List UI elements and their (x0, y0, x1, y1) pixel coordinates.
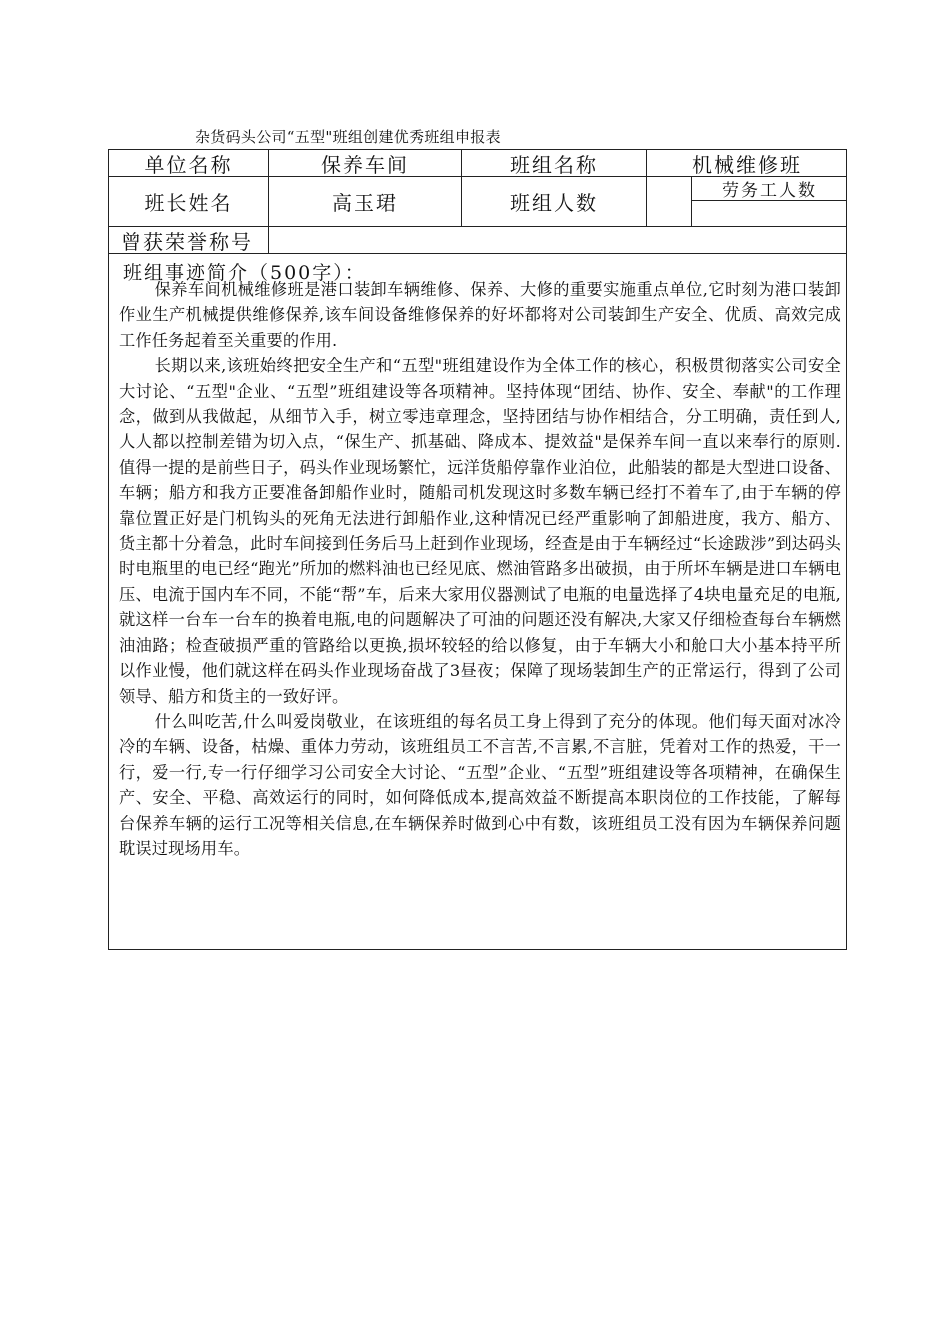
application-form-table (108, 149, 847, 950)
team-achievement-intro-label: 班组事迹简介（500字）： (123, 262, 366, 284)
team-achievement-text (119, 277, 841, 861)
paragraph: 长期以来,该班始终把安全生产和“五型"班组建设作为全体工作的核心，积极贯彻落实公司安全大讨论、“五型"企业、“五型”班组建设等各项精神。坚持体现“团结、协作、安全、奉献"的工作理念，做到从我做起，从细节入手，树立零违章理念，坚持团结与协作相结合，分工明确，责任到人,人人都以控制差错为切入点，“保生产、抓基础、降成本、提效益"是保养车间一直以来奉行的原则.值得一提的是前些日子，码头作业现场繁忙，远洋货船停靠作业泊位，此船装的都是大型进口设备、车辆；船方和我方正要准备卸船作业时，随船司机发现这时多数车辆已经打不着车了,由于车辆的停靠位置正好是门机钩头的死角无法进行卸船作业,这种情况已经严重影响了卸船进度，我方、船方、货主都十分着急，此时车间接到任务后马上赶到作业现场，经查是由于车辆经过“长途跋涉”到达码头时电瓶里的电已经“跑光”所加的燃料油也已经见底、燃油管路多出破损，由于所坏车辆是进口车辆电压、电流于国内车不同，不能“帮”车，后来大家用仪器测试了电瓶的电量选择了4块电量充足的电瓶,就这样一台车一台车的换着电瓶,电的问题解决了可油的问题还没有解决,大家又仔细检查每台车辆燃油油路；检查破损严重的管路给以更换,损坏较轻的给以修复，由于车辆大小和舱口大小基本持平所以作业慢，他们就这样在码头作业现场奋战了3昼夜；保障了现场装卸生产的正常运行，得到了公司领导、船方和货主的一致好评。 (119, 356, 841, 706)
labor-count-value (692, 201, 847, 226)
form-title: 杂货码头公司“五型"班组创建优秀班组申报表 (195, 128, 501, 146)
team-name-value: 机械维修班 (692, 152, 802, 177)
leader-name-value: 高玉珺 (332, 191, 398, 215)
unit-name-label: 单位名称 (144, 152, 233, 177)
honor-title-value (269, 227, 847, 253)
team-name-label: 班组名称 (510, 152, 598, 177)
team-size-label: 班组人数 (510, 191, 598, 215)
paragraph: 保养车间机械维修班是港口装卸车辆维修、保养、大修的重要实施重点单位,它时刻为港口装卸作业生产机械提供维修保养,该车间设备维修保养的好坏都将对公司装卸生产安全、优质、高效完成工作任务起着至关重要的作用. (119, 280, 841, 350)
unit-name-value: 保养车间 (321, 152, 409, 177)
honor-title-label: 曾获荣誉称号 (121, 229, 253, 254)
paragraph: 什么叫吃苦,什么叫爱岗敬业，在该班组的每名员工身上得到了充分的体现。他们每天面对冰冷冷的车辆、设备，枯燥、重体力劳动，该班组员工不言苦,不言累,不言脏，凭着对工作的热爱，干一行，爱一行,专一行仔细学习公司安全大讨论、“五型”企业、“五型”班组建设等各项精神，在确保生产、安全、平稳、高效运行的同时，如何降低成本,提高效益不断提高本职岗位的工作技能，了解每台保养车辆的运行工况等相关信息,在车辆保养时做到心中有数，该班组员工没有因为车辆保养问题耽误过现场用车。 (119, 711, 841, 858)
labor-count-label: 劳务工人数 (722, 181, 817, 201)
team-size-value (647, 177, 691, 226)
leader-name-label: 班长姓名 (144, 191, 233, 215)
